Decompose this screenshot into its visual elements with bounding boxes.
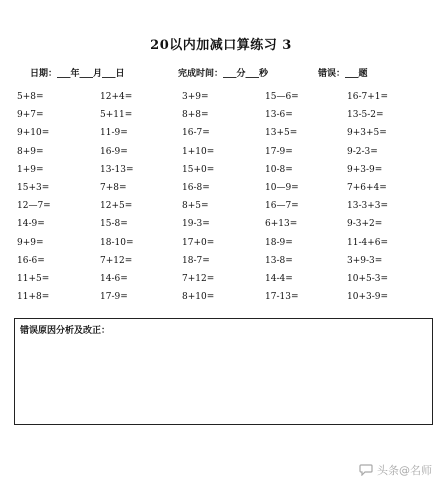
problem-row	[0, 273, 442, 291]
problem-row	[0, 218, 442, 236]
problem-row	[0, 164, 442, 182]
problem-item: 15—6=	[265, 92, 299, 102]
problem-item: 9+9=	[17, 237, 44, 248]
problem-item: 9+10=	[17, 128, 50, 139]
problem-item: 13+5=	[265, 128, 298, 139]
problem-item: 11+5=	[17, 274, 50, 284]
problem-item: 13-13=	[100, 164, 134, 175]
speech-bubble-icon	[359, 464, 373, 476]
problem-item: 15+0=	[182, 164, 215, 175]
error-analysis-label: 错误原因分析及改正：	[20, 326, 111, 336]
problem-item: 3+9=	[182, 92, 209, 102]
problem-item: 11+8=	[17, 292, 50, 303]
problem-item: 17-13=	[265, 292, 299, 303]
problem-item: 8+10=	[182, 292, 215, 303]
problem-item: 10—9=	[265, 183, 299, 193]
problem-item: 11-4+6=	[347, 237, 389, 248]
problem-item: 1+9=	[17, 164, 44, 175]
problem-item: 13-8=	[265, 255, 293, 266]
problem-item: 14-9=	[17, 219, 45, 230]
problem-row	[0, 182, 442, 200]
problem-item: 7+6+4=	[347, 183, 387, 193]
problem-item: 14-4=	[265, 274, 293, 284]
problem-item: 6+13=	[265, 219, 298, 230]
problem-item: 8+5=	[182, 201, 209, 212]
problem-item: 1+10=	[182, 146, 215, 157]
error-analysis-box	[14, 318, 433, 425]
problem-item: 10+5-3=	[347, 274, 389, 284]
problem-item: 15-8=	[100, 219, 128, 230]
problem-item: 12+5=	[100, 201, 133, 212]
problem-row	[0, 109, 442, 127]
problem-item: 9+7=	[17, 110, 44, 121]
problem-item: 10+3-9=	[347, 292, 389, 303]
error-count-field: 错误：___题	[318, 69, 368, 79]
problem-item: 13-6=	[265, 110, 293, 121]
date-field: 日期：___年___月___日	[30, 69, 125, 79]
problem-item: 5+11=	[100, 110, 133, 121]
problem-item: 12+4=	[100, 92, 133, 102]
problem-item: 16-6=	[17, 255, 45, 266]
problem-item: 9-3+2=	[347, 219, 383, 230]
problem-item: 17-9=	[265, 146, 293, 157]
problem-row	[0, 91, 442, 109]
problem-row	[0, 255, 442, 273]
problem-row	[0, 237, 442, 255]
problem-item: 16-7+1=	[347, 92, 389, 102]
problem-item: 12—7=	[17, 201, 51, 212]
watermark-text: 头条@名师	[377, 464, 432, 477]
problem-item: 18-9=	[265, 237, 293, 248]
worksheet-title: 20以内加减口算练习 3	[150, 38, 292, 53]
problem-row	[0, 291, 442, 309]
problem-row	[0, 146, 442, 164]
problem-item: 16-8=	[182, 183, 210, 193]
problem-item: 16—7=	[265, 201, 299, 212]
problem-item: 5+8=	[17, 92, 44, 102]
problem-row	[0, 127, 442, 145]
problem-item: 10-8=	[265, 164, 293, 175]
problem-item: 11-9=	[100, 128, 128, 139]
problem-item: 7+12=	[182, 274, 215, 284]
problem-item: 8+8=	[182, 110, 209, 121]
problem-item: 16-9=	[100, 146, 128, 157]
problem-item: 18-7=	[182, 255, 210, 266]
problem-item: 14-6=	[100, 274, 128, 284]
problem-item: 9+3+5=	[347, 128, 387, 139]
problem-item: 9-2-3=	[347, 146, 378, 157]
problem-item: 7+12=	[100, 255, 133, 266]
problem-item: 13-3+3=	[347, 201, 389, 212]
problem-item: 3+9-3=	[347, 255, 383, 266]
problem-item: 15+3=	[17, 183, 50, 193]
problem-item: 19-3=	[182, 219, 210, 230]
problem-item: 7+8=	[100, 183, 127, 193]
watermark	[359, 462, 432, 478]
problem-item: 18-10=	[100, 237, 134, 248]
problem-row	[0, 200, 442, 218]
problem-item: 8+9=	[17, 146, 44, 157]
problem-item: 17-9=	[100, 292, 128, 303]
problem-item: 16-7=	[182, 128, 210, 139]
problem-item: 13-5-2=	[347, 110, 384, 121]
problem-item: 17+0=	[182, 237, 215, 248]
completion-time-field: 完成时间：___分___秒	[178, 69, 269, 79]
problem-item: 9+3-9=	[347, 164, 383, 175]
